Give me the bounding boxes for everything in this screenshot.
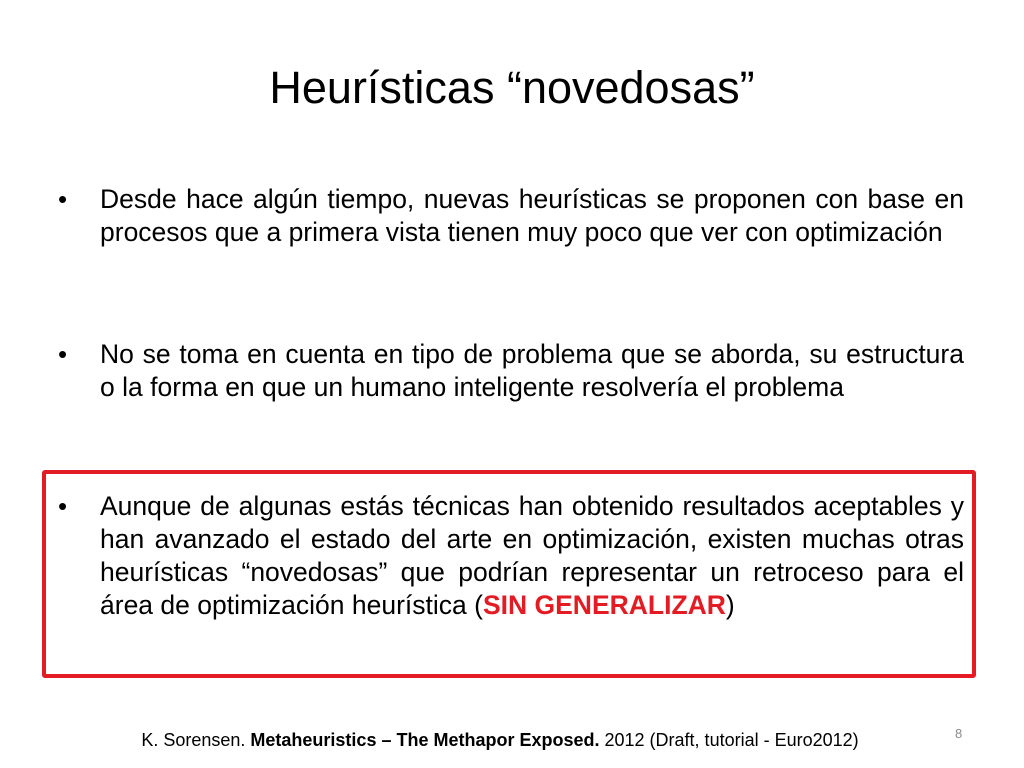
emphasis-text: SIN GENERALIZAR (482, 590, 726, 620)
bullet-item-highlighted (58, 490, 964, 622)
footer-citation (0, 730, 1000, 751)
bullet-item (58, 338, 964, 404)
citation-work: Metaheuristics – The Methapor Exposed. (250, 730, 600, 750)
citation-details: 2012 (Draft, tutorial - Euro2012) (604, 730, 859, 750)
bullet-marker: • (58, 491, 68, 521)
bullet-item (58, 183, 964, 249)
bullet-text (100, 491, 964, 620)
page-number: 8 (955, 726, 963, 741)
bullet-marker: • (58, 339, 68, 369)
citation-author: K. Sorensen. (141, 730, 246, 750)
bullet-text: No se toma en cuenta en tipo de problema que se aborda, su estructura o la forma en que un humano inteligente resolvería el problema (100, 339, 964, 402)
bullet-text: Desde hace algún tiempo, nuevas heurísticas se proponen con base en procesos que a primera vista tienen muy poco que ver con optimización (100, 184, 964, 247)
bullet-marker: • (58, 184, 68, 214)
bullet-text-main: Aunque de algunas estás técnicas han obtenido resultados aceptables y han avanzado el estado del arte en optimización, existen muchas otras heurísticas “novedosas” que podrían representar un retroceso para el área de optimización heurística ( (100, 491, 964, 620)
slide-title: Heurísticas “novedosas” (269, 62, 755, 113)
bullet-text-close: ) (725, 590, 735, 620)
